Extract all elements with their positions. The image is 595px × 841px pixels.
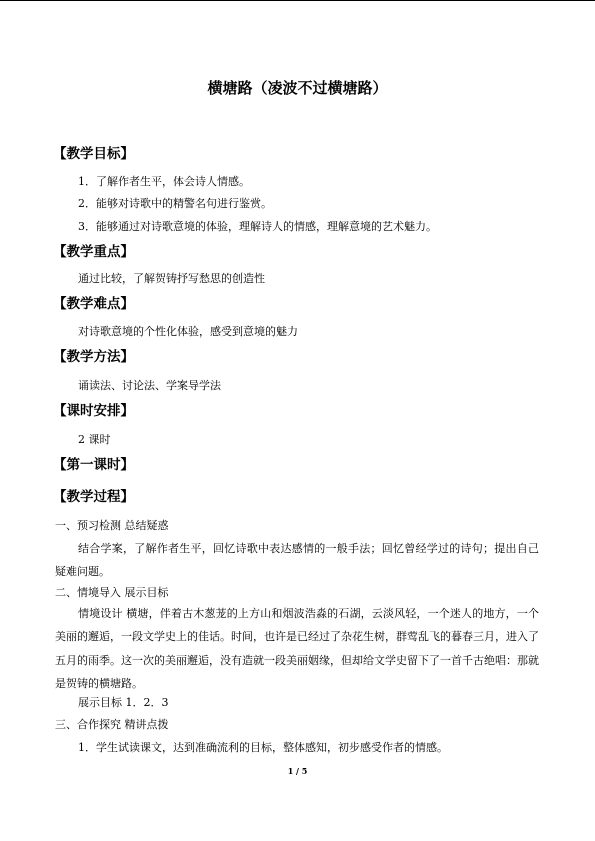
- heading-first-lesson: 【第一课时】: [53, 457, 134, 473]
- heading-schedule: 【课时安排】: [53, 403, 134, 419]
- methods-text: 诵读法、讨论法、学案导学法: [78, 379, 221, 392]
- objective-item-2: 2．能够对诗歌中的精警名句进行鉴赏。: [78, 197, 272, 210]
- step3-item-1: 1．学生试读课文，达到准确流利的目标，整体感知，初步感受作者的情感。: [78, 741, 448, 754]
- heading-difficulties: 【教学难点】: [53, 296, 134, 312]
- objective-item-1: 1．了解作者生平，体会诗人情感。: [78, 175, 250, 188]
- objective-item-3: 3．能够通过对诗歌意境的体验，理解诗人的情感，理解意境的艺术魅力。: [78, 220, 437, 233]
- step2-title: 二、情境导入 展示目标: [55, 586, 169, 599]
- step1-title: 一、预习检测 总结疑惑: [55, 519, 169, 532]
- key-points-text: 通过比较，了解贺铸抒写愁思的创造性: [78, 272, 265, 285]
- document-title: 横塘路（凌波不过横塘路）: [207, 79, 388, 97]
- heading-process: 【教学过程】: [53, 489, 134, 505]
- top-rule: [0, 0, 595, 1]
- step3-title: 三、合作探究 精讲点拨: [55, 718, 169, 731]
- heading-methods: 【教学方法】: [53, 349, 134, 365]
- step1-text: 结合学案，了解作者生平，回忆诗歌中表达感情的一般手法；回忆曾经学过的诗句；提出自己疑难问题。: [55, 542, 539, 579]
- difficulties-text: 对诗歌意境的个性化体验，感受到意境的魅力: [78, 325, 298, 338]
- heading-key-points: 【教学重点】: [53, 244, 134, 260]
- schedule-text: 2 课时: [78, 433, 111, 446]
- page-number: 1 / 5: [287, 766, 308, 776]
- step2-text: 情境设计 横塘，伴着古木葱茏的上方山和烟波浩淼的石湖，云淡风轻，一个迷人的地方，一个美丽的邂逅，一段文学史上的佳话。时间，也许是已经过了杂花生树，群莺乱飞的暮春三月，进入了五月的雨季。这一次的美丽邂逅，没有造就一段美丽姻缘，但却给文学史留下了一首千古绝唱：那就是贺铸的横塘路。: [55, 607, 539, 691]
- heading-objectives: 【教学目标】: [53, 146, 134, 162]
- step2-goals: 展示目标 1．2．3: [78, 696, 169, 709]
